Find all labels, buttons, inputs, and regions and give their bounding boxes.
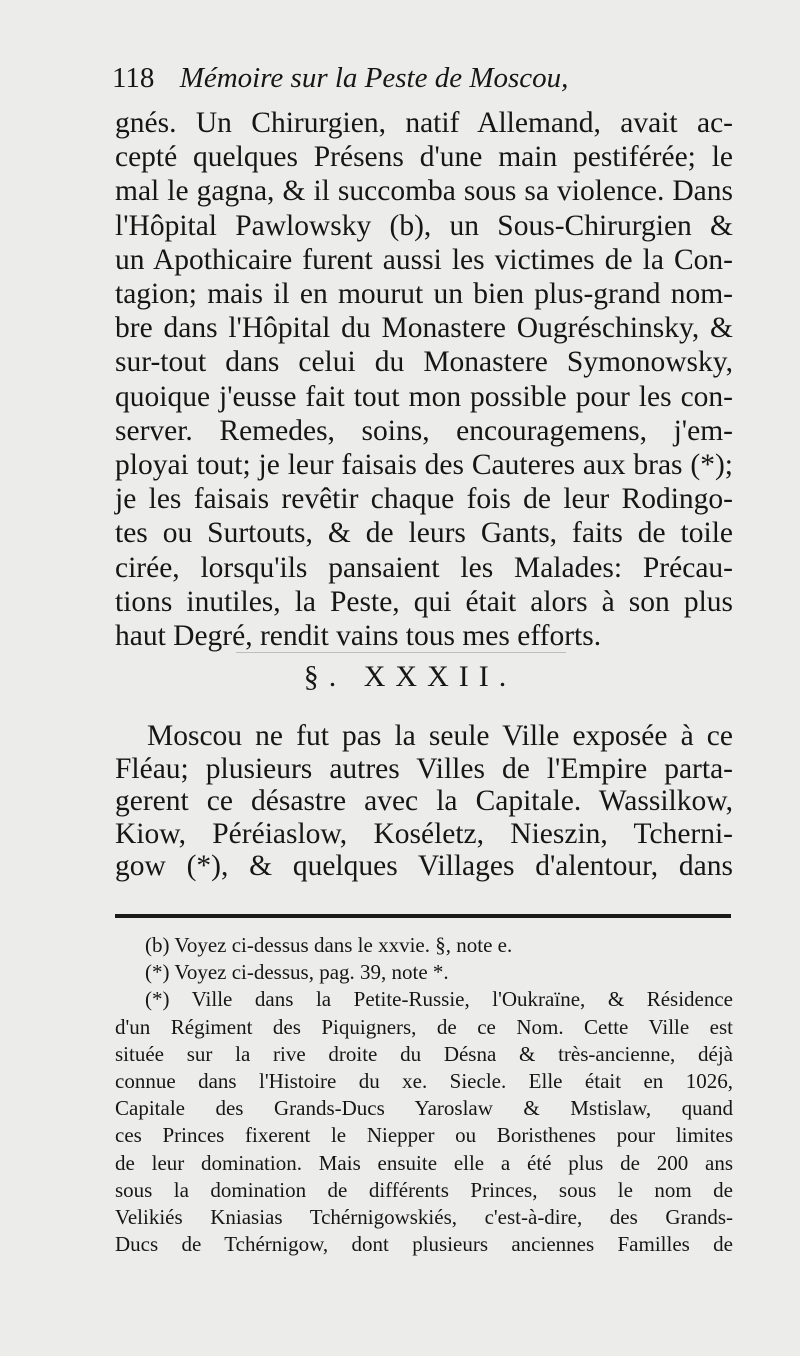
footnote-line: ces Princes fixerent le Niepper ou Boristhenes pour limites bbox=[115, 1123, 733, 1148]
text-line: mal le gagna, & il succomba sous sa violence. Dans bbox=[115, 175, 733, 208]
footnote-line: (*) Ville dans la Petite-Russie, l'Oukraïne, & Résidence bbox=[145, 987, 733, 1012]
footnote-line: Capitale des Grands-Ducs Yaroslaw & Mstislaw, quand bbox=[115, 1096, 733, 1121]
footnote-line: connue dans l'Histoire du xe. Siecle. Elle était en 1026, bbox=[115, 1069, 733, 1094]
footnote-line: Velikiés Kniasias Tchérnigowskiés, c'est-à-dire, des Grands- bbox=[115, 1205, 733, 1230]
text-line: cirée, lorsqu'ils pansaient les Malades: Précau- bbox=[115, 551, 733, 584]
running-title: Mémoire sur la Peste de Moscou, bbox=[179, 62, 569, 94]
text-line: tes ou Surtouts, & de leurs Gants, faits de toile bbox=[115, 517, 733, 550]
footnote-line: d'un Régiment des Piquigners, de ce Nom. Cette Ville est bbox=[115, 1014, 733, 1039]
text-line: haut Degré, rendit vains tous mes efforts. bbox=[115, 620, 602, 653]
text-line: cepté quelques Présens d'une main pestiférée; le bbox=[115, 141, 733, 174]
text-line: tions inutiles, la Peste, qui était alors à son plus bbox=[115, 585, 733, 618]
text-line: ployai tout; je leur faisais des Cauteres aux bras (*); bbox=[115, 449, 733, 482]
text-line: bre dans l'Hôpital du Monastere Ougréschinsky, & bbox=[115, 312, 733, 345]
text-line: Moscou ne fut pas la seule Ville exposée à ce bbox=[147, 720, 733, 752]
text-line: Kiow, Péréiaslow, Koséletz, Nieszin, Tcherni- bbox=[115, 817, 733, 850]
footnotes bbox=[115, 932, 733, 1258]
section-heading: §. XXXII. bbox=[303, 660, 517, 693]
section-ornament-rule bbox=[236, 652, 566, 653]
page-number: 118 bbox=[112, 62, 155, 94]
text-line: server. Remedes, soins, encouragemens, j'em- bbox=[115, 414, 733, 447]
footnote-line: (*) Voyez ci-dessus, pag. 39, note *. bbox=[145, 960, 449, 985]
footnote-divider bbox=[115, 914, 731, 918]
footnote-line: située sur la rive droite du Désna & très-ancienne, déjà bbox=[115, 1041, 733, 1066]
text-line: gerent ce désastre avec la Capitale. Wassilkow, bbox=[115, 785, 733, 817]
paragraph-1 bbox=[115, 106, 733, 653]
text-line: Fléau; plusieurs autres Villes de l'Empire parta- bbox=[115, 752, 733, 785]
footnote-line: (b) Voyez ci-dessus dans le xxvie. §, note e. bbox=[145, 933, 513, 957]
text-line: je les faisais revêtir chaque fois de leur Rodingo- bbox=[115, 483, 733, 516]
footnote-line: de leur domination. Mais ensuite elle a été plus de 200 ans bbox=[115, 1150, 733, 1175]
footnote-line: sous la domination de différents Princes, sous le nom de bbox=[115, 1177, 733, 1202]
text-line: tagion; mais il en mourut un bien plus-grand nom- bbox=[115, 278, 733, 311]
text-line: un Apothicaire furent aussi les victimes de la Con- bbox=[115, 243, 733, 276]
footnote-line: Ducs de Tchérnigow, dont plusieurs anciennes Familles de bbox=[115, 1232, 733, 1257]
text-line: l'Hôpital Pawlowsky (b), un Sous-Chirurgien & bbox=[115, 209, 733, 242]
running-header bbox=[112, 62, 568, 95]
text-line: gnés. Un Chirurgien, natif Allemand, avait ac- bbox=[115, 107, 733, 139]
text-line: gow (*), & quelques Villages d'alentour, dans bbox=[115, 850, 733, 882]
text-line: sur-tout dans celui du Monastere Symonowsky, bbox=[115, 346, 733, 379]
paragraph-2 bbox=[115, 720, 733, 883]
text-line: quoique j'eusse fait tout mon possible pour les con- bbox=[115, 380, 733, 413]
